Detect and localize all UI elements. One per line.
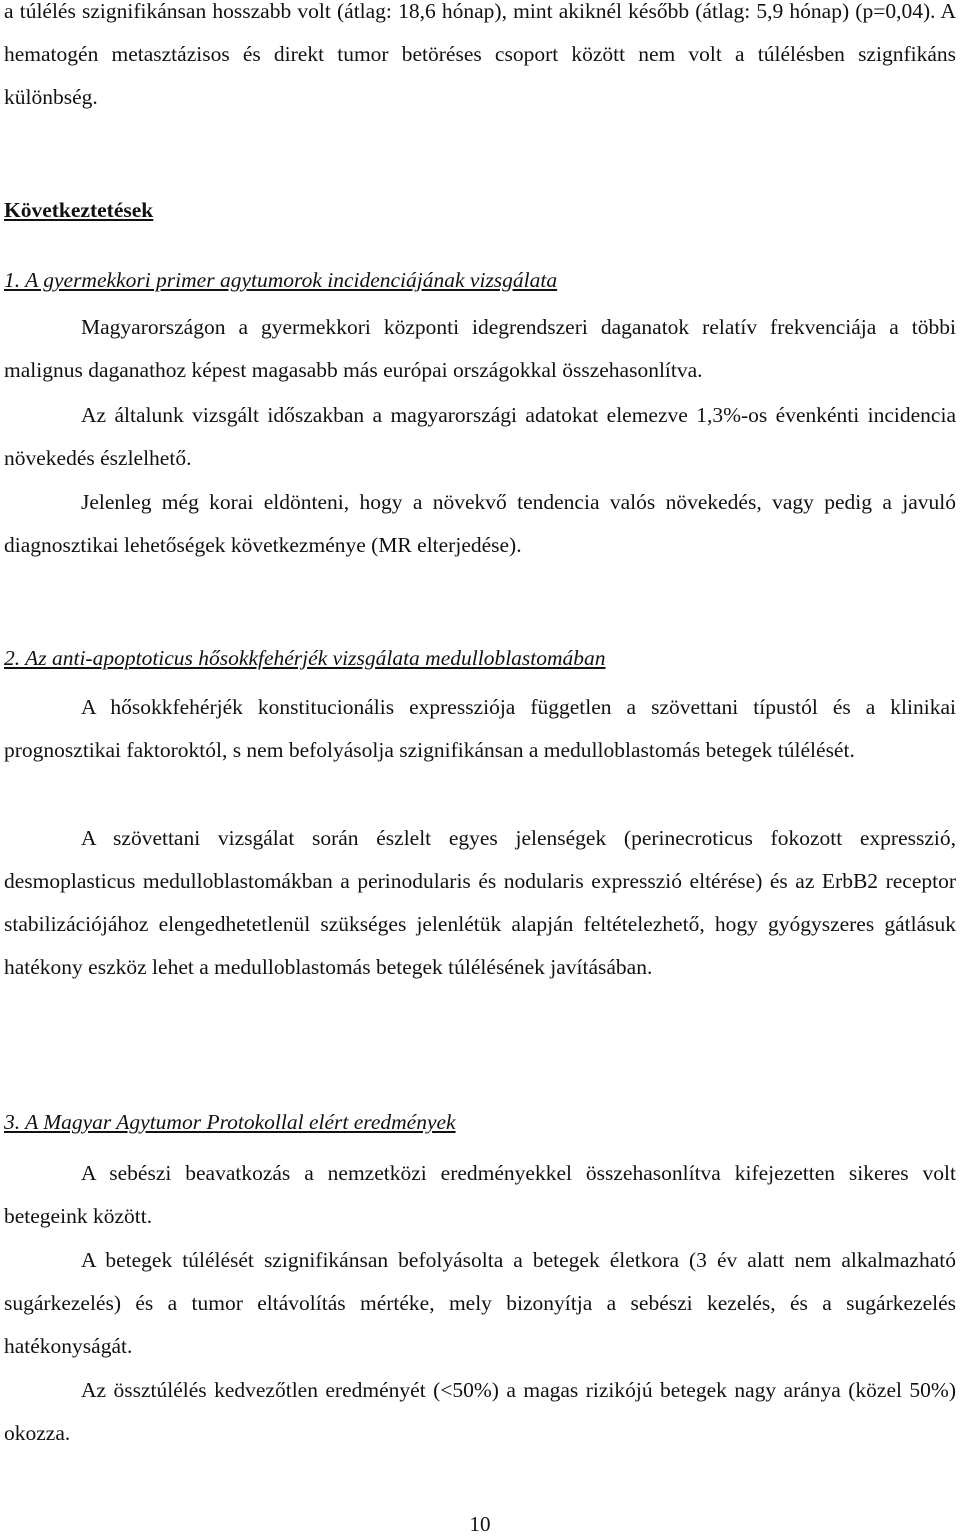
section-3-heading: 3. A Magyar Agytumor Protokollal elért eredmények [4, 1110, 456, 1134]
section-3-paragraph-3: Az össztúlélés kedvezőtlen eredményét (<50%) a magas rizikójú betegek nagy aránya (közel 50%) okozza. [4, 1378, 956, 1445]
section-1-paragraph-2: Az általunk vizsgált időszakban a magyarországi adatokat elemezve 1,3%-os évenkénti incidencia növekedés észlelhető. [4, 403, 956, 470]
section-2-paragraph-1: A hősokkfehérjék konstitucionális expressziója független a szövettani típustól és a klinikai prognosztikai faktoroktól, s nem befolyásolja szignifikánsan a medulloblastomás betegek túlélését. [4, 695, 956, 762]
section-1-paragraph-1: Magyarországon a gyermekkori központi idegrendszeri daganatok relatív frekvenciája a többi malignus daganathoz képest magasabb más európai országokkal összehasonlítva. [4, 315, 956, 382]
intro-paragraph: a túlélés szignifikánsan hosszabb volt (átlag: 18,6 hónap), mint akiknél később (átlag: 5,9 hónap) (p=0,04). A hematogén metasztázisos és direkt tumor betöréses csoport között nem volt a túlélésben szignfikáns különbség. [4, 0, 956, 109]
section-2-heading: 2. Az anti-apoptoticus hősokkfehérjék vizsgálata medulloblastomában [4, 646, 606, 670]
section-1-heading: 1. A gyermekkori primer agytumorok incidenciájának vizsgálata [4, 268, 558, 292]
section-2-paragraph-2: A szövettani vizsgálat során észlelt egyes jelenségek (perinecroticus fokozott expresszió, desmoplasticus medulloblastomákban a perinodularis és nodularis expresszió eltérése) és az ErbB2 receptor stabilizációjához elengedhetetlenül szükséges jelenlétük alapján feltételezhető, hogy gyógyszeres gátlásuk hatékony eszköz lehet a medulloblastomás betegek túlélésének javításában. [4, 826, 956, 979]
section-1-paragraph-3: Jelenleg még korai eldönteni, hogy a növekvő tendencia valós növekedés, vagy pedig a javuló diagnosztikai lehetőségek következménye (MR elterjedése). [4, 490, 956, 557]
page-number: 10 [469, 1512, 491, 1536]
section-3-paragraph-1: A sebészi beavatkozás a nemzetközi eredményekkel összehasonlítva kifejezetten sikeres volt betegeink között. [4, 1161, 956, 1228]
section-3-paragraph-2: A betegek túlélését szignifikánsan befolyásolta a betegek életkora (3 év alatt nem alkalmazható sugárkezelés) és a tumor eltávolítás mértéke, mely bizonyítja a sebészi kezelés, és a sugárkezelés hatékonyságát. [4, 1248, 956, 1358]
conclusions-heading: Következtetések [4, 198, 154, 222]
